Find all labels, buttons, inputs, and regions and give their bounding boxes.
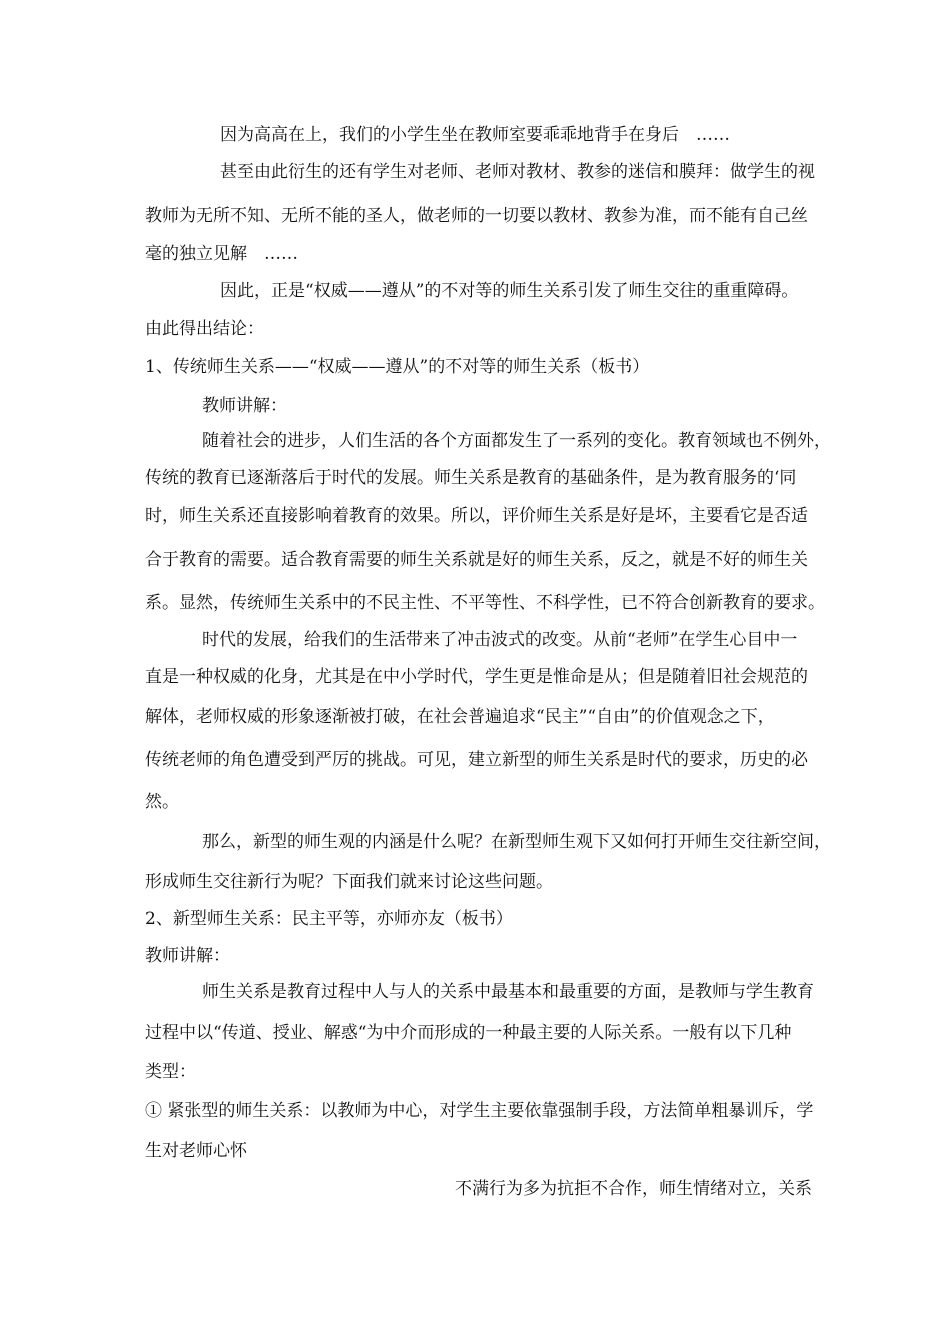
- text-line: 解体，老师权威的形象逐渐被打破，在社会普遍追求“民主”“自由”的价值观念之下，: [145, 707, 775, 727]
- text-line: 教师讲解：: [202, 396, 287, 416]
- text-line: 系。显然，传统师生关系中的不民主性、不平等性、不科学性，已不符合创新教育的要求。: [145, 593, 825, 613]
- text-line: 时代的发展，给我们的生活带来了冲击波式的改变。从前“老师”在学生心目中一: [202, 630, 798, 650]
- text-line: 合于教育的需要。适合教育需要的师生关系就是好的师生关系，反之，就是不好的师生关: [145, 550, 808, 570]
- text-line: 由此得出结论：: [145, 319, 264, 339]
- text-line: 甚至由此衍生的还有学生对老师、老师对教材、教参的迷信和膜拜：做学生的视: [220, 162, 815, 182]
- text-line: 然。: [145, 792, 179, 812]
- section-heading-2: 2、新型师生关系：民主平等，亦师亦友（板书）: [145, 909, 513, 929]
- text-line: 过程中以“传道、授业、解惑“为中介而形成的一种最主要的人际关系。一般有以下几种: [145, 1023, 792, 1043]
- text-line: 因此，正是“权威——遵从”的不对等的师生关系引发了师生交往的重重障碍。: [220, 281, 799, 301]
- text-line: 类型：: [145, 1062, 196, 1082]
- section-heading-1: 1、传统师生关系——“权威——遵从”的不对等的师生关系（板书）: [145, 357, 650, 377]
- text-line: 传统的教育已逐渐落后于时代的发展。师生关系是教育的基础条件，是为教育服务的‘同: [145, 468, 797, 488]
- text-line: 生对老师心怀: [145, 1141, 247, 1161]
- text-line: 时，师生关系还直接影响着教育的效果。所以，评价师生关系是好是坏，主要看它是否适: [145, 506, 808, 526]
- text-line: 直是一种权威的化身，尤其是在中小学时代，学生更是惟命是从；但是随着旧社会规范的: [145, 667, 808, 687]
- text-line: 毫的独立见解 ……: [145, 244, 298, 264]
- text-line: 不满行为多为抗拒不合作，师生情绪对立，关系: [455, 1179, 812, 1199]
- text-line: 传统老师的角色遭受到严厉的挑战。可见，建立新型的师生关系是时代的要求，历史的必: [145, 750, 808, 770]
- text-line: 师生关系是教育过程中人与人的关系中最基本和最重要的方面，是教师与学生教育: [202, 982, 814, 1002]
- text-line: 形成师生交往新行为呢？下面我们就来讨论这些问题。: [145, 872, 553, 892]
- text-line: 教师为无所不知、无所不能的圣人，做老师的一切要以教材、教参为准，而不能有自己丝: [145, 206, 808, 226]
- text-line: 随着社会的进步，人们生活的各个方面都发生了一系列的变化。教育领域也不例外，: [202, 431, 831, 451]
- text-line: 因为高高在上，我们的小学生坐在教师室要乖乖地背手在身后 ……: [220, 125, 730, 145]
- text-line: 教师讲解：: [145, 946, 230, 966]
- text-line: 那么，新型的师生观的内涵是什么呢？在新型师生观下又如何打开师生交往新空间，: [202, 832, 831, 852]
- text-line: ① 紧张型的师生关系：以教师为中心，对学生主要依靠强制手段，方法简单粗暴训斥，学: [145, 1101, 814, 1121]
